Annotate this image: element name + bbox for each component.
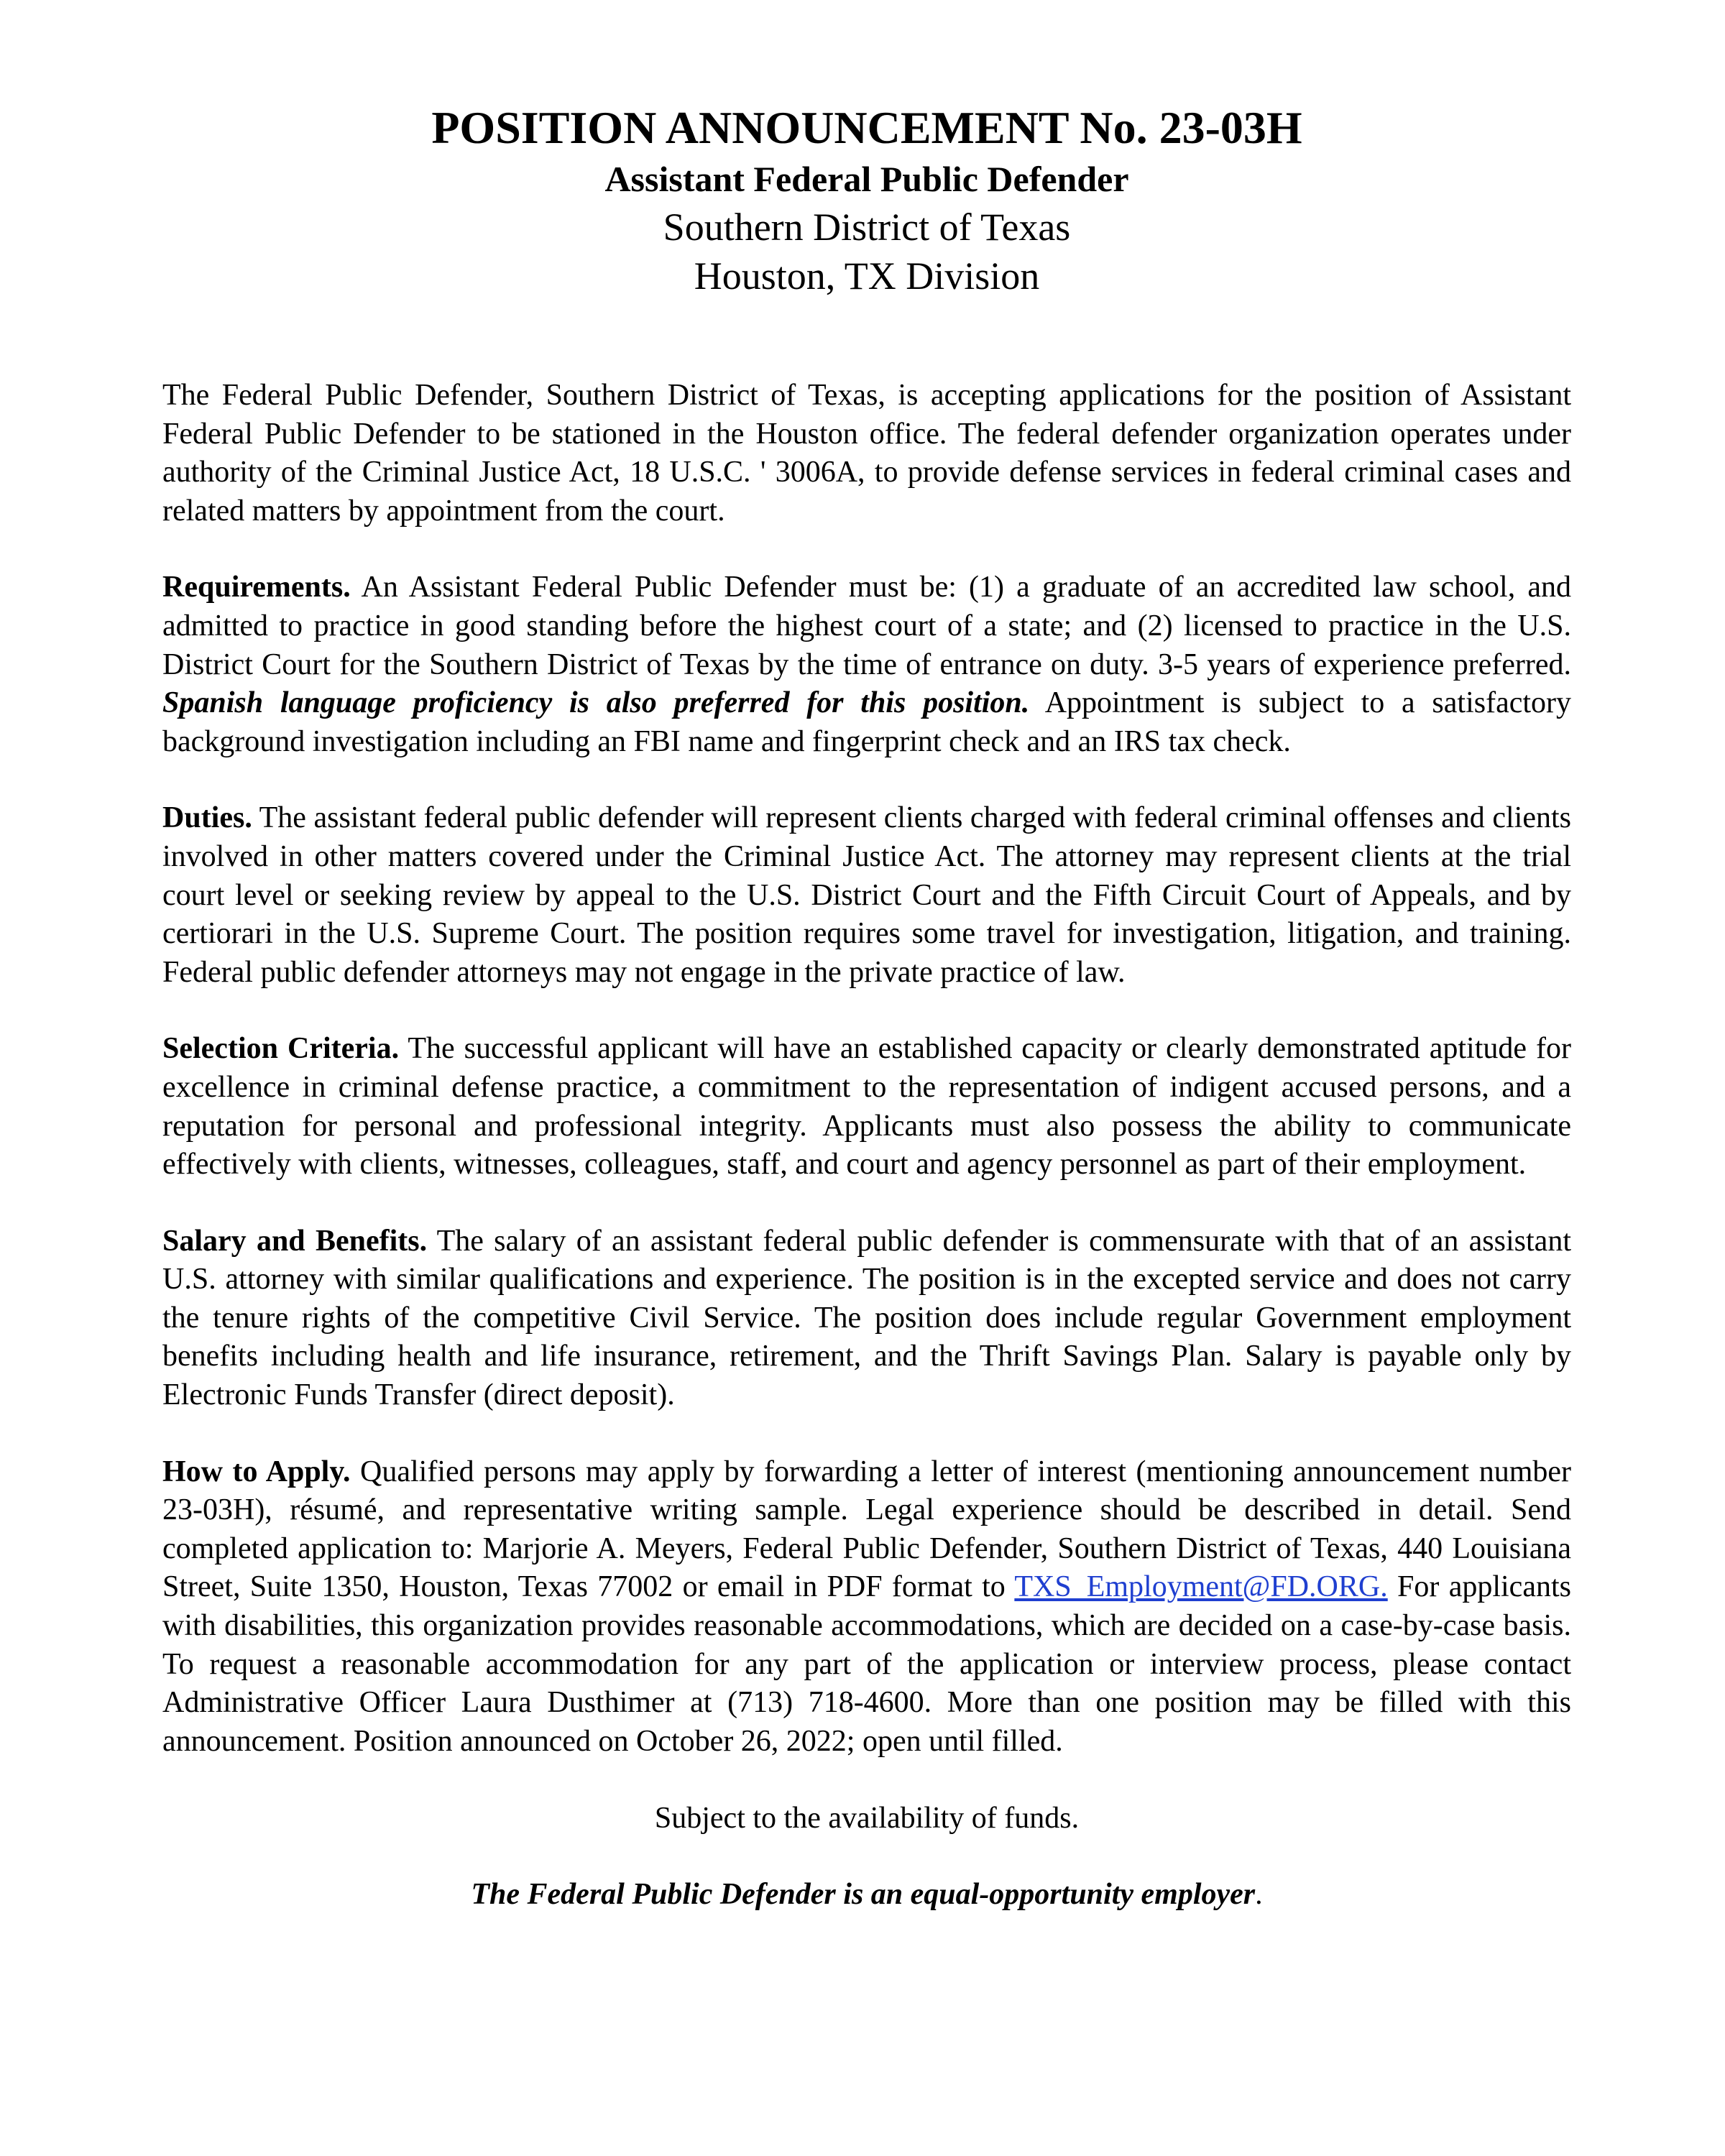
announcement-body xyxy=(162,377,1571,1914)
equal-opportunity-period: . xyxy=(1255,1878,1263,1912)
division-name: Houston, TX Division xyxy=(694,254,1040,298)
requirements-heading: Requirements. xyxy=(162,571,351,604)
how-to-apply-text-b: For applicants with disabilities, this organization provides reasonable accommodations, which are decided on a case-by-case basis. To request a reasonable accommodation for any part of the application or interview process, please contact Administrative Officer Laura Dusthimer at (713) 718-4600. More than one position may be filled with this announcement. Position announced on October 26, 2022; open until filled. xyxy=(162,1570,1571,1758)
requirements-text-a: An Assistant Federal Public Defender must be: (1) a graduate of an accredited law school, and admitted to practice in good standing before the highest court of a state; and (2) licensed to practice in the U.S. District Court for the Southern District of Texas by the time of entrance on duty. 3-5 years of experience preferred. xyxy=(162,571,1571,681)
how-to-apply-paragraph xyxy=(162,1453,1571,1761)
employment-email-link[interactable]: TXS_Employment@FD.ORG. xyxy=(1014,1570,1388,1604)
district-name: Southern District of Texas xyxy=(663,206,1071,249)
selection-criteria-heading: Selection Criteria. xyxy=(162,1032,400,1066)
equal-opportunity-statement xyxy=(162,1875,1571,1914)
selection-criteria-paragraph xyxy=(162,1030,1571,1184)
requirements-text-b: Appointment is subject to a satisfactory background investigation including an FBI name and fingerprint check and an IRS tax check. xyxy=(162,686,1572,758)
duties-text: The assistant federal public defender will represent clients charged with federal criminal offenses and clients involved in other matters covered under the Criminal Justice Act. The attorney may represent clients at the trial court level or seeking review by appeal to the U.S. District Court and the Fifth Circuit Court of Appeals, and by certiorari in the U.S. Supreme Court. The position requires some travel for investigation, litigation, and training. Federal public defender attorneys may not engage in the private practice of law. xyxy=(162,801,1571,989)
selection-criteria-text: The successful applicant will have an established capacity or clearly demonstrated aptitude for excellence in criminal defense practice, a commitment to the representation of indigent accused persons, and a reputation for personal and professional integrity. Applicants must also possess the ability to communicate effectively with clients, witnesses, colleagues, staff, and court and agency personnel as part of their employment. xyxy=(162,1032,1572,1181)
intro-paragraph: The Federal Public Defender, Southern District of Texas, is accepting applications for the position of Assistant Federal Public Defender to be stationed in the Houston office. The federal defender organization operates under authority of the Criminal Justice Act, 18 U.S.C. ' 3006A, to provide defense services in federal criminal cases and related matters by appointment from the court. xyxy=(162,379,1571,528)
announcement-header xyxy=(162,101,1571,300)
spanish-preference-emphasis: Spanish language proficiency is also preferred for this position. xyxy=(162,686,1030,720)
funds-availability-note: Subject to the availability of funds. xyxy=(654,1802,1080,1835)
salary-benefits-heading: Salary and Benefits. xyxy=(162,1224,428,1258)
announcement-title: POSITION ANNOUNCEMENT No. 23-03H xyxy=(431,102,1302,153)
equal-opportunity-text: The Federal Public Defender is an equal-opportunity employer xyxy=(471,1878,1256,1912)
position-subtitle: Assistant Federal Public Defender xyxy=(604,159,1129,199)
salary-benefits-paragraph xyxy=(162,1222,1571,1415)
duties-paragraph xyxy=(162,799,1571,992)
salary-benefits-text: The salary of an assistant federal public defender is commensurate with that of an assistant U.S. attorney with similar qualifications and experience. The position is in the excepted service and does not carry the tenure rights of the competitive Civil Service. The position does include regular Government employment benefits including health and life insurance, retirement, and the Thrift Savings Plan. Salary is payable only by Electronic Funds Transfer (direct deposit). xyxy=(162,1224,1571,1412)
requirements-paragraph xyxy=(162,568,1571,761)
how-to-apply-heading: How to Apply. xyxy=(162,1455,351,1488)
how-to-apply-text-a: Qualified persons may apply by forwarding a letter of interest (mentioning announcement number 23-03H), résumé, and representative writing sample. Legal experience should be described in detail. Send completed application to: Marjorie A. Meyers, Federal Public Defender, Southern District of Texas, 440 Louisiana Street, Suite 1350, Houston, Texas 77002 or email in PDF format to xyxy=(162,1455,1571,1604)
document-page xyxy=(162,101,1571,1914)
duties-heading: Duties. xyxy=(162,801,252,835)
